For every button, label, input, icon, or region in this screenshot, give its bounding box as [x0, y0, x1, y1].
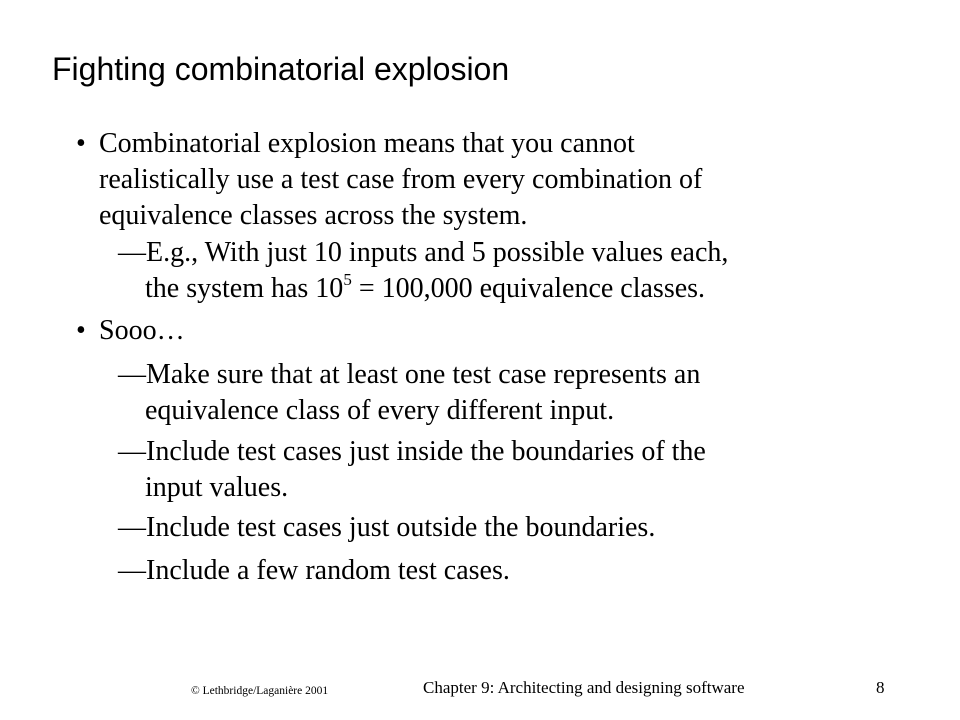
subpoint-text-line: Include test cases just inside the boundaries of the: [146, 436, 706, 467]
bullet-text-line: realistically use a test case from every combination of: [99, 164, 703, 195]
dash-marker: —: [118, 512, 146, 543]
subpoint-text-line: E.g., With just 10 inputs and 5 possible values each,: [146, 237, 729, 268]
bullet-marker: •: [76, 315, 86, 346]
subpoint-text-line: input values.: [145, 472, 289, 503]
dash-marker: —: [118, 436, 146, 467]
exponent: 5: [343, 269, 352, 289]
dash-marker: —: [118, 359, 146, 390]
footer-page-number: 8: [876, 678, 885, 697]
dash-marker: —: [118, 237, 146, 268]
slide-title: Fighting combinatorial explosion: [52, 51, 510, 87]
bullet-marker: •: [76, 128, 86, 159]
subpoint-item: [118, 553, 905, 589]
subpoint-text-line: Include test cases just outside the boundaries.: [146, 512, 656, 543]
subpoint-item: [118, 357, 905, 429]
bullet-text-line: Combinatorial explosion means that you cannot: [99, 128, 635, 159]
subpoint-item: [118, 510, 905, 546]
subpoint-example: [118, 235, 905, 307]
subpoint-text-line: Include a few random test cases.: [146, 555, 510, 586]
bullet-text-line: Sooo…: [99, 315, 185, 346]
footer-copyright: © Lethbridge/Laganière 2001: [191, 685, 329, 697]
subpoint-text-line: equivalence class of every different input.: [145, 395, 615, 426]
dash-marker: —: [118, 555, 146, 586]
subpoint-text-line: the system has 10: [145, 273, 344, 304]
subpoint-text-line: Make sure that at least one test case represents an: [146, 359, 701, 390]
subpoint-text-line: = 100,000 equivalence classes.: [351, 273, 706, 304]
bullet-text-line: equivalence classes across the system.: [99, 200, 528, 231]
subpoint-item: [118, 434, 905, 506]
footer-chapter: Chapter 9: Architecting and designing software: [423, 678, 745, 697]
